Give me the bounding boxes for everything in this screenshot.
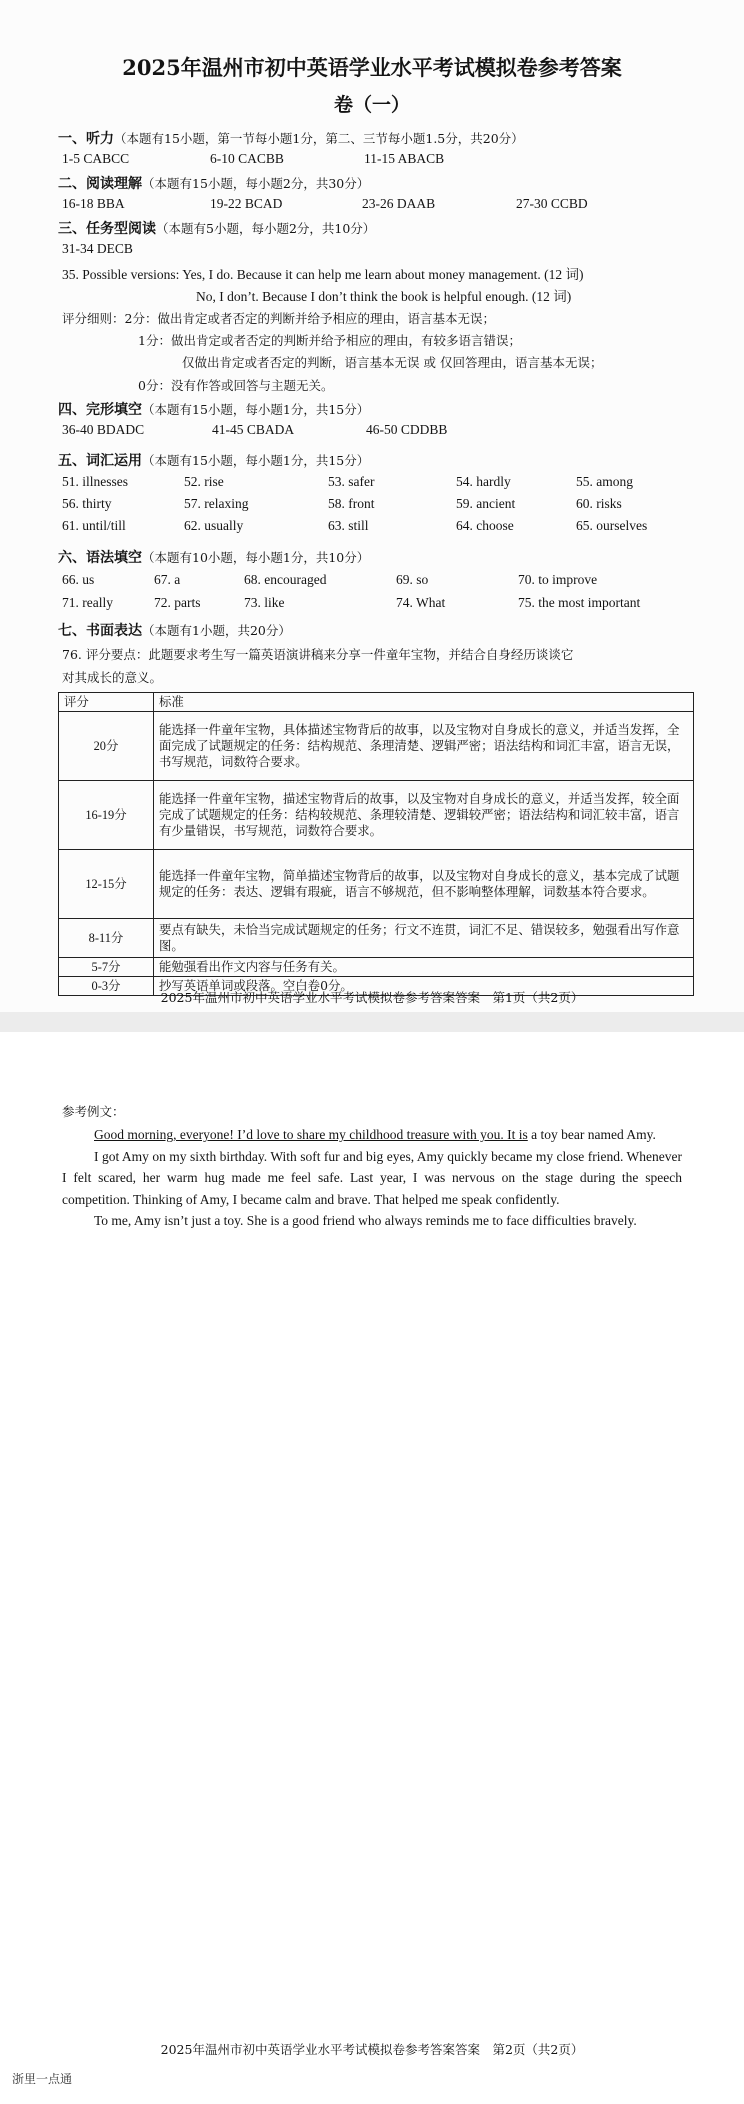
table-header-row — [59, 693, 694, 712]
scoring-rule-line: 1分：做出肯定或者否定的判断并给予相应的理由，有较多语言错误； — [138, 333, 521, 348]
sample-essay-label: 参考例文： — [62, 1104, 125, 1119]
answer-item: 74. What — [396, 595, 446, 610]
section-note: （本题有5小题，每小题2分，共10分） — [156, 221, 376, 236]
answer-item: 60. risks — [576, 496, 622, 511]
score-cell: 0-3分 — [59, 977, 154, 996]
answer-item: 63. still — [328, 518, 369, 533]
answer-item: 57. relaxing — [184, 496, 249, 511]
section-title: 一、听力 — [58, 131, 114, 147]
answer-group: 6-10 CACBB — [210, 151, 284, 166]
section-writing-heading — [58, 620, 291, 640]
answer-item: 68. encouraged — [244, 572, 327, 587]
answer-item: 51. illnesses — [62, 474, 128, 489]
criteria-cell: 能勉强看出作文内容与任务有关。 — [154, 958, 694, 977]
answer-group: 23-26 DAAB — [362, 196, 436, 211]
writing-requirement-line1: 76. 评分要点：此题要求考生写一篇英语演讲稿来分享一件童年宝物，并结合自身经历谈谈它 — [62, 647, 574, 662]
answer-group: 16-18 BBA — [62, 196, 125, 211]
watermark-text: 浙里一点通 — [12, 2072, 73, 2086]
answer-group: 27-30 CCBD — [516, 196, 588, 211]
scoring-rule-line: 评分细则：2分：做出肯定或者否定的判断并给予相应的理由，语言基本无误； — [62, 311, 495, 326]
answer-item: 66. us — [62, 572, 95, 587]
paper-subtitle: 卷（一） — [333, 94, 410, 116]
sample-essay — [62, 1124, 682, 1232]
answer-item: 72. parts — [154, 595, 201, 610]
answer-group: 11-15 ABACB — [364, 151, 445, 166]
section-note: （本题有10小题，每小题1分，共10分） — [142, 550, 370, 565]
scoring-rule-line: 仅做出肯定或者否定的判断，语言基本无误 或 仅回答理由，语言基本无误； — [182, 355, 603, 370]
writing-requirement-line2: 对其成长的意义。 — [62, 670, 163, 685]
answer-item: 52. rise — [184, 474, 224, 489]
q35-answer-line2: No, I don’t. Because I don’t think the book is helpful enough. (12 词) — [196, 289, 572, 304]
page-footer: 2025年温州市初中英语学业水平考试模拟卷参考答案答案 第1页（共2页） — [160, 990, 584, 1005]
answer-item: 53. safer — [328, 474, 375, 489]
section-note: （本题有15小题，每小题2分，共30分） — [142, 176, 370, 191]
section-title: 七、书面表达 — [58, 623, 142, 639]
scoring-rubric-table — [58, 692, 694, 996]
criteria-cell: 能选择一件童年宝物，具体描述宝物背后的故事，以及宝物对自身成长的意义，并适当发挥，全面完成了试题规定的任务：结构规范、条理清楚、逻辑严密；语法结构和词汇丰富，语言无误，书写规范，词数符合要求。 — [154, 712, 694, 781]
essay-opening-rest: a toy bear named Amy. — [527, 1127, 656, 1142]
answer-item: 58. front — [328, 496, 375, 511]
section-title: 三、任务型阅读 — [58, 221, 156, 237]
answer-item: 73. like — [244, 595, 285, 610]
section-title: 四、完形填空 — [58, 402, 142, 418]
essay-paragraph: I got Amy on my sixth birthday. With soft fur and big eyes, Amy quickly became my close friend. Whenever I felt scared, her warm hug made me feel safe. Last year, I was nervous on the stage during the speech competition. Thinking of Amy, I became calm and brave. That helped me speak confidently. — [62, 1148, 682, 1207]
answer-group: 31-34 DECB — [62, 241, 133, 256]
answer-group: 19-22 BCAD — [210, 196, 283, 211]
answer-item: 71. really — [62, 595, 113, 610]
answer-item: 64. choose — [456, 518, 514, 533]
essay-paragraph — [62, 1124, 682, 1146]
table-row — [59, 919, 694, 958]
score-cell: 16-19分 — [59, 781, 154, 850]
page-separator — [0, 1012, 744, 1032]
score-cell: 8-11分 — [59, 919, 154, 958]
section-note: （本题有1小题，共20分） — [142, 623, 291, 638]
section-note: （本题有15小题，每小题1分，共15分） — [142, 402, 370, 417]
section-vocab-heading — [58, 450, 369, 470]
section-title: 五、词汇运用 — [58, 453, 142, 469]
answer-item: 75. the most important — [518, 595, 641, 610]
answer-page-1 — [0, 0, 744, 1012]
answer-group: 36-40 BDADC — [62, 422, 145, 437]
section-title: 六、语法填空 — [58, 550, 142, 566]
answer-item: 56. thirty — [62, 496, 112, 511]
answer-item: 55. among — [576, 474, 633, 489]
answer-group: 41-45 CBADA — [212, 422, 295, 437]
scoring-rule-line: 0分：没有作答或回答与主题无关。 — [138, 378, 334, 393]
table-row — [59, 781, 694, 850]
score-cell: 5-7分 — [59, 958, 154, 977]
answer-group: 46-50 CDDBB — [366, 422, 448, 437]
table-row — [59, 958, 694, 977]
score-cell: 20分 — [59, 712, 154, 781]
section-listening-heading — [58, 128, 524, 148]
section-task-reading-heading — [58, 218, 375, 238]
column-header-score: 评分 — [59, 693, 154, 712]
criteria-cell: 能选择一件童年宝物，描述宝物背后的故事，以及宝物对自身成长的意义，并适当发挥，较全面完成了试题规定的任务：结构较规范、条理较清楚、逻辑较严密；语法结构和词汇较丰富，语言有少量错误，书写规范，词数符合要求。 — [154, 781, 694, 850]
criteria-cell: 抄写英语单词或段落。空白卷0分。 — [154, 977, 694, 996]
criteria-cell: 能选择一件童年宝物，简单描述宝物背后的故事，以及宝物对自身成长的意义，基本完成了试题规定的任务：表达、逻辑有瑕疵，语言不够规范，但不影响整体理解，词数基本符合要求。 — [154, 850, 694, 919]
table-row — [59, 712, 694, 781]
answer-item: 61. until/till — [62, 518, 126, 533]
table-row — [59, 850, 694, 919]
section-note: （本题有15小题，每小题1分，共15分） — [142, 453, 370, 468]
criteria-cell: 要点有缺失，未恰当完成试题规定的任务；行文不连贯，词汇不足、错误较多，勉强看出写作意图。 — [154, 919, 694, 958]
essay-paragraph: To me, Amy isn’t just a toy. She is a good friend who always reminds me to face difficulties bravely. — [94, 1213, 637, 1228]
answer-item: 69. so — [396, 572, 429, 587]
answer-item: 67. a — [154, 572, 181, 587]
answer-item: 62. usually — [184, 518, 244, 533]
column-header-criteria: 标准 — [154, 693, 694, 712]
section-title: 二、阅读理解 — [58, 176, 142, 192]
section-note: （本题有15小题，第一节每小题1分，第二、三节每小题1.5分，共20分） — [114, 131, 524, 146]
answer-item: 54. hardly — [456, 474, 511, 489]
answer-item: 65. ourselves — [576, 518, 648, 533]
essay-opening-underlined: Good morning, everyone! I’d love to share my childhood treasure with you. It is — [94, 1127, 528, 1142]
score-cell: 12-15分 — [59, 850, 154, 919]
section-cloze-heading — [58, 399, 369, 419]
answer-item: 59. ancient — [456, 496, 516, 511]
answer-item: 70. to improve — [518, 572, 598, 587]
page-title: 2025年温州市初中英语学业水平考试模拟卷参考答案 — [122, 55, 622, 80]
q35-answer-line1: 35. Possible versions: Yes, I do. Because it can help me learn about money management. (12 词) — [62, 267, 584, 282]
section-reading-heading — [58, 173, 369, 193]
page-footer: 2025年温州市初中英语学业水平考试模拟卷参考答案答案 第2页（共2页） — [160, 2042, 584, 2057]
section-grammar-heading — [58, 547, 369, 567]
answer-group: 1-5 CABCC — [62, 151, 130, 166]
